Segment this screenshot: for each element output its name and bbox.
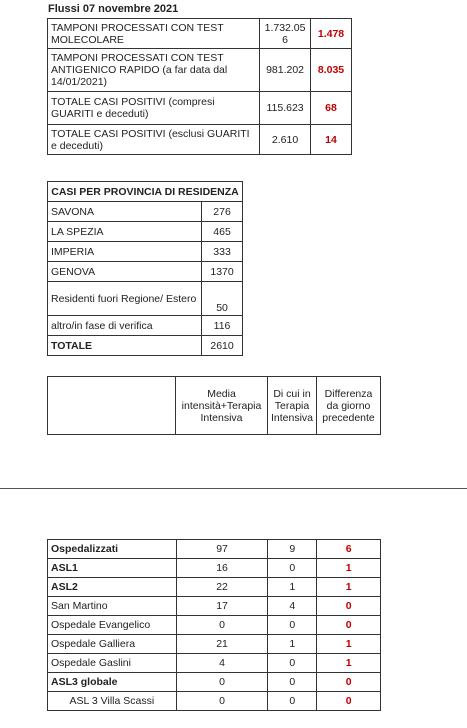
province-name: altro/in fase di verifica bbox=[48, 316, 202, 336]
province-value: 50 bbox=[202, 282, 243, 316]
hospital-name: ASL2 bbox=[48, 578, 177, 597]
table-row bbox=[48, 222, 243, 242]
hospital-value-terapia: 4 bbox=[268, 597, 317, 616]
table-row bbox=[48, 49, 352, 92]
summary-value: 981.202 bbox=[260, 49, 311, 92]
hospital-value-media: 21 bbox=[176, 635, 268, 654]
table-row bbox=[48, 673, 381, 692]
province-value: 333 bbox=[202, 242, 243, 262]
summary-label: TAMPONI PROCESSATI CON TEST MOLECOLARE bbox=[48, 19, 260, 49]
header-differenza: Differenza da giorno precedente bbox=[317, 377, 381, 435]
table-row bbox=[48, 282, 243, 316]
table-row bbox=[48, 654, 381, 673]
header-media-intensita: Media intensità+Terapia Intensiva bbox=[176, 377, 268, 435]
hospital-value-terapia: 0 bbox=[268, 673, 317, 692]
table-row bbox=[48, 559, 381, 578]
hospital-header-table bbox=[47, 376, 381, 435]
province-table bbox=[47, 181, 243, 356]
hospital-name: Ospedale Evangelico bbox=[48, 616, 177, 635]
table-row bbox=[48, 19, 352, 49]
hospital-value-terapia: 1 bbox=[268, 578, 317, 597]
hospital-value-media: 17 bbox=[176, 597, 268, 616]
hospital-name: Ospedalizzati bbox=[48, 540, 177, 559]
province-name: LA SPEZIA bbox=[48, 222, 202, 242]
table-header-row bbox=[48, 377, 381, 435]
table-row bbox=[48, 635, 381, 654]
summary-label: TAMPONI PROCESSATI CON TEST ANTIGENICO RAPIDO (a far data dal 14/01/2021) bbox=[48, 49, 260, 92]
province-value: 465 bbox=[202, 222, 243, 242]
hospital-value-differenza: 1 bbox=[317, 578, 381, 597]
summary-label: TOTALE CASI POSITIVI (compresi GUARITI e deceduti) bbox=[48, 92, 260, 125]
province-value: 116 bbox=[202, 316, 243, 336]
hospital-value-terapia: 0 bbox=[268, 692, 317, 711]
header-terapia-intensiva: Di cui in Terapia Intensiva bbox=[268, 377, 317, 435]
hospital-value-media: 0 bbox=[176, 673, 268, 692]
hospital-name: ASL1 bbox=[48, 559, 177, 578]
hospital-value-terapia: 9 bbox=[268, 540, 317, 559]
table-row bbox=[48, 92, 352, 125]
summary-value: 1.732.056 bbox=[260, 19, 311, 49]
hospital-value-media: 22 bbox=[176, 578, 268, 597]
hospital-value-differenza: 6 bbox=[317, 540, 381, 559]
province-name: GENOVA bbox=[48, 262, 202, 282]
hospital-value-differenza: 1 bbox=[317, 654, 381, 673]
province-name: IMPERIA bbox=[48, 242, 202, 262]
summary-value: 2.610 bbox=[260, 125, 311, 155]
hospital-value-differenza: 1 bbox=[317, 635, 381, 654]
summary-delta: 8.035 bbox=[311, 49, 352, 92]
hospital-value-media: 16 bbox=[176, 559, 268, 578]
table-row bbox=[48, 125, 352, 155]
table-row bbox=[48, 316, 243, 336]
summary-label: TOTALE CASI POSITIVI (esclusi GUARITI e deceduti) bbox=[48, 125, 260, 155]
summary-delta: 14 bbox=[311, 125, 352, 155]
hospital-value-differenza: 0 bbox=[317, 597, 381, 616]
province-total-label: TOTALE bbox=[48, 336, 202, 356]
hospital-value-terapia: 1 bbox=[268, 635, 317, 654]
hospital-value-terapia: 0 bbox=[268, 654, 317, 673]
province-header: CASI PER PROVINCIA DI RESIDENZA bbox=[48, 182, 243, 202]
table-row bbox=[48, 262, 243, 282]
hospital-value-differenza: 1 bbox=[317, 559, 381, 578]
summary-delta: 1.478 bbox=[311, 19, 352, 49]
province-name: SAVONA bbox=[48, 202, 202, 222]
hospital-name: Ospedale Gaslini bbox=[48, 654, 177, 673]
hospital-value-differenza: 0 bbox=[317, 692, 381, 711]
table-header-row bbox=[48, 182, 243, 202]
hospital-value-media: 97 bbox=[176, 540, 268, 559]
table-row bbox=[48, 597, 381, 616]
hospital-table bbox=[47, 539, 381, 711]
table-row bbox=[48, 202, 243, 222]
hospital-value-media: 0 bbox=[176, 692, 268, 711]
hospital-name: San Martino bbox=[48, 597, 177, 616]
summary-table bbox=[47, 18, 352, 155]
province-value: 1370 bbox=[202, 262, 243, 282]
table-row bbox=[48, 336, 243, 356]
table-row bbox=[48, 616, 381, 635]
summary-value: 115.623 bbox=[260, 92, 311, 125]
hospital-name: Ospedale Galliera bbox=[48, 635, 177, 654]
summary-delta: 68 bbox=[311, 92, 352, 125]
province-total-value: 2610 bbox=[202, 336, 243, 356]
page-title: Flussi 07 novembre 2021 bbox=[48, 3, 179, 15]
province-value: 276 bbox=[202, 202, 243, 222]
hospital-value-terapia: 0 bbox=[268, 616, 317, 635]
table-row bbox=[48, 540, 381, 559]
hospital-name: ASL 3 Villa Scassi bbox=[48, 692, 177, 711]
table-row bbox=[48, 692, 381, 711]
hospital-value-media: 4 bbox=[176, 654, 268, 673]
table-row bbox=[48, 578, 381, 597]
table-row bbox=[48, 242, 243, 262]
hospital-value-differenza: 0 bbox=[317, 673, 381, 692]
hospital-value-differenza: 0 bbox=[317, 616, 381, 635]
empty-header-cell bbox=[48, 377, 176, 435]
province-name: Residenti fuori Regione/ Estero bbox=[48, 282, 202, 316]
hospital-name: ASL3 globale bbox=[48, 673, 177, 692]
page-break-divider bbox=[0, 488, 467, 489]
hospital-value-media: 0 bbox=[176, 616, 268, 635]
hospital-value-terapia: 0 bbox=[268, 559, 317, 578]
